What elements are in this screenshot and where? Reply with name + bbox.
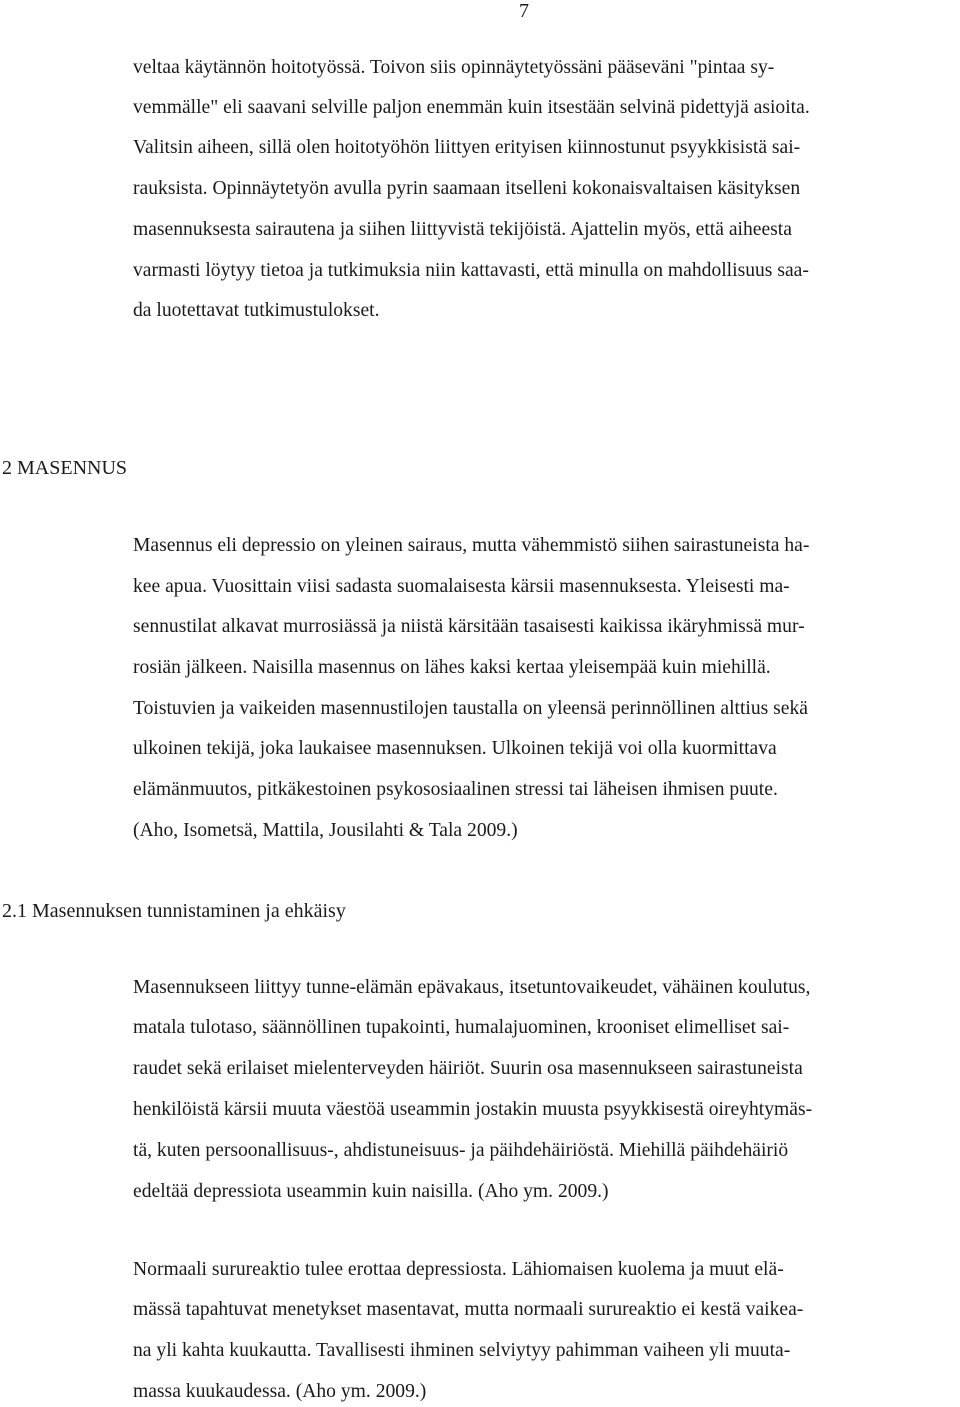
section2-line: Toistuvien ja vaikeiden masennustilojen taustalla on yleensä perinnöllinen alttius sekä	[133, 698, 808, 719]
section2-1-p2-line: na yli kahta kuukautta. Tavallisesti ihminen selviytyy pahimman vaiheen yli muuta-	[133, 1340, 791, 1361]
section2-1-p1-line: edeltää depressiota useammin kuin naisilla. (Aho ym. 2009.)	[133, 1181, 609, 1202]
section2-line: kee apua. Vuosittain viisi sadasta suomalaisesta kärsii masennuksesta. Yleisesti ma-	[133, 576, 790, 597]
intro-line: vemmälle" eli saavani selville paljon enemmän kuin itsestään selvinä pidettyjä asioita.	[133, 97, 810, 118]
section2-1-p2-line: massa kuukaudessa. (Aho ym. 2009.)	[133, 1381, 427, 1402]
section-heading-masennus: 2 MASENNUS	[2, 457, 128, 479]
section2-1-p1-line: Masennukseen liittyy tunne-elämän epävakaus, itsetuntovaikeudet, vähäinen koulutus,	[133, 977, 811, 998]
intro-line: Valitsin aiheen, sillä olen hoitotyöhön liittyen erityisen kiinnostunut psyykkisistä sai-	[133, 137, 801, 158]
section2-line: rosiän jälkeen. Naisilla masennus on lähes kaksi kertaa yleisempää kuin miehillä.	[133, 657, 771, 678]
section2-1-p1-line: raudet sekä erilaiset mielenterveyden häiriöt. Suurin osa masennukseen sairastuneista	[133, 1058, 803, 1079]
section2-line: Masennus eli depressio on yleinen sairaus, mutta vähemmistö siihen sairastuneista ha-	[133, 535, 810, 556]
section2-1-p1-line: tä, kuten persoonallisuus-, ahdistuneisuus- ja päihdehäiriöstä. Miehillä päihdehäiriö	[133, 1140, 789, 1161]
section2-1-p1-line: henkilöistä kärsii muuta väestöä useammin jostakin muusta psyykkisestä oireyhtymäs-	[133, 1099, 813, 1120]
section2-line: sennustilat alkavat murrosiässä ja niistä kärsitään tasaisesti kaikissa ikäryhmissä mur-	[133, 616, 805, 637]
subsection-heading-tunnistaminen: 2.1 Masennuksen tunnistaminen ja ehkäisy	[2, 900, 346, 922]
intro-line: masennuksesta sairautena ja siihen liittyvistä tekijöistä. Ajattelin myös, että aiheesta	[133, 219, 792, 240]
intro-line: da luotettavat tutkimustulokset.	[133, 300, 380, 321]
intro-line: veltaa käytännön hoitotyössä. Toivon siis opinnäytetyössäni pääseväni "pintaa sy-	[133, 57, 775, 78]
section2-line: elämänmuutos, pitkäkestoinen psykososiaalinen stressi tai läheisen ihmisen puute.	[133, 779, 778, 800]
intro-line: rauksista. Opinnäytetyön avulla pyrin saamaan itselleni kokonaisvaltaisen käsityksen	[133, 178, 801, 199]
section2-1-p1-line: matala tulotaso, säännöllinen tupakointi, humalajuominen, krooniset elimelliset sai-	[133, 1017, 790, 1038]
section2-1-p2-line: mässä tapahtuvat menetykset masentavat, mutta normaali surureaktio ei kestä vaikea-	[133, 1299, 804, 1320]
section2-line: (Aho, Isometsä, Mattila, Jousilahti & Tala 2009.)	[133, 820, 518, 841]
section2-line: ulkoinen tekijä, joka laukaisee masennuksen. Ulkoinen tekijä voi olla kuormittava	[133, 738, 777, 759]
section2-1-p2-line: Normaali surureaktio tulee erottaa depressiosta. Lähiomaisen kuolema ja muut elä-	[133, 1259, 784, 1280]
intro-line: varmasti löytyy tietoa ja tutkimuksia niin kattavasti, että minulla on mahdollisuus saa-	[133, 260, 809, 281]
page-number: 7	[519, 0, 529, 22]
